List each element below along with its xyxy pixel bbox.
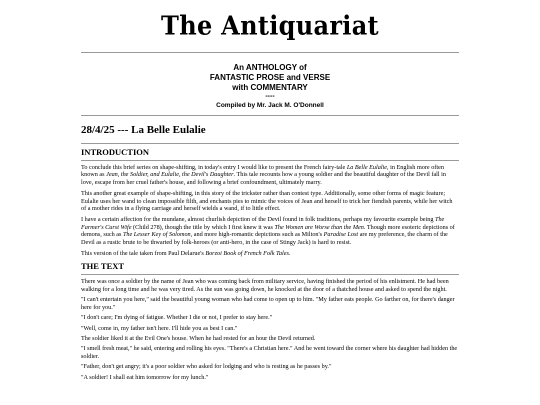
introduction-heading: INTRODUCTION [81, 147, 150, 157]
italic-title: Borzoi Book of French Folk Tales [205, 250, 289, 258]
text-run: are my preference, the charm of the Devil as a rustic brute to be thwarted by folk-heroes (or anti-hero, in the case of Stingy Jack) is hard to resist. [81, 231, 448, 246]
story-paragraph: "I can't entertain you here," said the beautiful young woman who had come to open up to him. "My father eats people. Go farther on, for there's danger here for you." [81, 296, 455, 311]
story-paragraph: "A soldier! I shall eat him tomorrow for my lunch." [81, 373, 209, 381]
post [81, 110, 459, 381]
subtitle-line-2: FANTASTIC PROSE and VERSE [209, 73, 331, 82]
text-run: , and more high-romantic depictions such as Milton's [190, 231, 324, 239]
compiled-by: Compiled by Mr. Jack M. O'Donnell [216, 102, 324, 109]
site-subtitle [0, 63, 540, 100]
intro-paragraph-1 [81, 164, 459, 186]
subtitle-line-3: with COMMENTARY [232, 83, 308, 92]
story-paragraph: "Well, come in, my father isn't here. I'll hide you as best I can." [81, 324, 238, 332]
text-run: . [288, 250, 291, 258]
text-run: To conclude this brief series on shape-shifting, in today's entry I would like to present the French fairy-tale [81, 164, 347, 171]
text-heading: THE TEXT [81, 261, 125, 272]
text-run: I have a certain affection for the mundane, almost churlish depiction of the Devil found in folk traditions, perhaps my favourite example being [81, 216, 436, 224]
italic-title: Paradise Lost [323, 231, 359, 239]
title-divider [81, 143, 459, 144]
story-paragraph: "Father, don't get angry; it's a poor soldier who asked for lodging and who is resting as he passes by." [81, 363, 332, 371]
italic-title: Jean, the Soldier, and Eulalie, the Devil's Daughter [106, 171, 234, 179]
story-paragraph: "I smell fresh meat," he said, entering and rolling his eyes. "There's a Christian here." And he went toward the corner where his daughter had hidden the soldier. [81, 345, 458, 360]
text-run: . This tale recounts how a young soldier and the beautiful daughter of the Devil fall in love, escape from her cruel father's house, and following a brief confoundment, ultimately marry. [81, 171, 446, 186]
text-run: This version of the tale taken from Paul Delarue's [81, 250, 206, 258]
italic-title: La Belle Eulalie [346, 164, 388, 171]
post-title[interactable]: 28/4/25 --- La Belle Eulalie [81, 124, 206, 136]
italic-title: The Lesser Key of Solomon [122, 231, 191, 239]
text-run: . Though more esoteric depictions of demons, such as [81, 223, 455, 239]
text-run: (Child 278), though the title by which I first knew it was [131, 223, 275, 231]
intro-paragraph-2: This another great example of shape-shifting, in this story of the trickster rather than contest type. Additionally, some other forms of magic feature; Eulalie uses her wand to clean impossible filth, and enchants pies to mimic the voices of Jean and herself to trick her fiendish parents, while her witch of a mother rides in a flying carriage and herself wields a wand, if to little effect. [81, 190, 453, 213]
text-run: , in English more often known as [81, 164, 444, 179]
post-top-divider [81, 115, 459, 116]
intro-paragraph-3 [81, 216, 459, 246]
subtitle-line-1: An ANTHOLOGY of [233, 63, 307, 72]
intro-paragraph-4 [81, 250, 459, 257]
site-logo[interactable]: The Antiquariat [161, 9, 379, 42]
masthead-divider [81, 52, 459, 53]
story-paragraph: "I don't care; I'm dying of fatigue. Whether I die or not, I prefer to stay here." [81, 314, 273, 322]
masthead [0, 0, 540, 40]
story-paragraph: The soldier liked it at the Evil One's house. When he had rested for an hour the Devil returned. [81, 334, 316, 342]
subtitle-separator: ---- [265, 93, 275, 100]
italic-title: The Farmer's Curst Wife [81, 216, 445, 231]
story-paragraph: There was once a soldier by the name of Jean who was coming back from military service, having finished the period of his enlistment. He had been walking for a long time and he was very tired. As the sun was going down, he knocked at the door of a thatched house and asked to spend the night. [81, 278, 449, 293]
italic-title: The Women are Worse than the Men [274, 223, 364, 231]
